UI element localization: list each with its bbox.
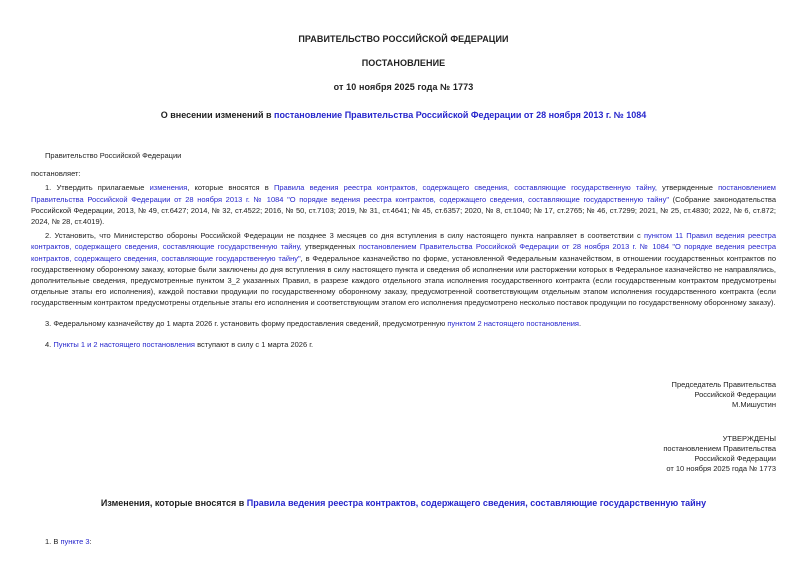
annex-heading xyxy=(31,497,776,509)
signature-line-position: Председатель Правительства xyxy=(671,380,776,390)
paragraph-3 xyxy=(31,318,776,329)
doc-link[interactable]: Пункты 1 и 2 настоящего постановления xyxy=(53,339,195,349)
preamble-line: Правительство Российской Федерации xyxy=(45,151,182,160)
text-run: Изменения, которые вносятся в xyxy=(100,498,247,509)
approval-line-doc: постановлением Правительства xyxy=(663,444,776,454)
text-run: 3. Федеральному казначейству до 1 марта 2026 г. установить форму предоставления сведений, предусмотренную xyxy=(45,318,448,328)
text-run: 1. Утвердить прилагаемые xyxy=(45,183,150,193)
text-run: (Собрание законодательства Российской Федерации, 2013, № 49, ст.6427; 2014, № 32, ст.4522; 2016, № 50, ст.7103; 2019, № 31, ст.4641; № 45, ст.6357; 2020, № 8, ст.1040; № 17, ст.2765; № 46, ст.7299; 2021, № 25, ст.4830; 2022, № 6, ст.872; 2024, № 28, ст.4019). xyxy=(31,194,777,227)
resolves-line: постановляет: xyxy=(31,169,81,179)
doc-link[interactable]: Правила ведения реестра контрактов, содержащего сведения, составляющие государственную тайну, xyxy=(273,183,657,193)
signature-line-org: Российской Федерации xyxy=(694,390,776,400)
text-run: , в Федеральное казначейство по форме, установленной Федеральным казначейством, в отношении государственных контрактов по государственному оборонному заказу, которые были заключены до дня вступления в силу настоящего пункта и сведения об исполнении или расторжении которых в Федеральное казначейство не направлялись, дополнительные сведения, предусмотренные пунктом 3_2 указанных Правил, в разрезе каждого отдельного этапа исполнения государственного контракта (если государственным контрактом предусмотрены отдельные этапы его исполнения), каждой поставки продукции по государственному оборонному заказу, предусмотренной соответствующим отдельным этапом исполнения государственного контракта (если государственным контрактом предусмотрены отдельные этапы его исполнения и соответствующим этапом его исполнения предусмотрено несколько поставок продукции по государственному оборонному заказу). xyxy=(31,253,776,308)
approval-block xyxy=(31,434,776,474)
approval-line-date: от 10 ноября 2025 года № 1773 xyxy=(666,464,776,474)
doc-link[interactable]: пунктом 2 настоящего постановления xyxy=(447,318,579,328)
header-doc-type: ПОСТАНОВЛЕНИЕ xyxy=(361,58,446,68)
text-run: : xyxy=(89,537,92,547)
signature-line-name: М.Мишустин xyxy=(732,400,776,410)
doc-link[interactable]: постановлением Правительства Российской Федерации от 28 ноября 2013 г. № 1084 "О порядке ведения реестра контрактов, содержащего сведения, составляющие государственную тайну" xyxy=(31,183,776,204)
doc-link[interactable]: постановление Правительства Российской Федерации от 28 ноября 2013 г. № 1084 xyxy=(274,110,647,120)
signature-block xyxy=(31,380,776,410)
doc-link[interactable]: пунктом 11 Правил ведения реестра контрактов, содержащего сведения, составляющие государственную тайну, xyxy=(31,231,777,252)
header-organization: ПРАВИТЕЛЬСТВО РОССИЙСКОЙ ФЕДЕРАЦИИ xyxy=(298,34,509,44)
paragraph-2 xyxy=(31,230,776,308)
text-run: 1. В xyxy=(45,537,61,547)
text-run: вступают в силу с 1 марта 2026 г. xyxy=(194,339,314,349)
text-run: , которые вносятся в xyxy=(187,183,274,193)
doc-link[interactable]: пункте 3 xyxy=(60,537,90,547)
header-date-number: от 10 ноября 2025 года № 1773 xyxy=(333,82,474,92)
annex-item-1 xyxy=(31,536,776,547)
document-title xyxy=(31,109,776,121)
doc-link[interactable]: Правила ведения реестра контрактов, содержащего сведения, составляющие государственную тайну xyxy=(246,498,707,509)
doc-link[interactable]: постановлением Правительства Российской Федерации от 28 ноября 2013 г. № 1084 "О порядке ведения реестра контрактов, содержащего сведения, составляющие государственную тайну" xyxy=(31,242,776,263)
text-run: 4. xyxy=(45,339,54,349)
approval-line-status: УТВЕРЖДЕНЫ xyxy=(722,434,776,444)
doc-link[interactable]: изменения xyxy=(149,183,188,193)
approval-line-org: Российской Федерации xyxy=(694,454,776,464)
text-run: О внесении изменений в xyxy=(160,110,275,120)
text-run: утвержденных xyxy=(301,242,359,252)
paragraph-4 xyxy=(31,339,776,350)
text-run: 2. Установить, что Министерство обороны Российской Федерации не позднее 3 месяцев со дня вступления в силу настоящего пункта направляет в соответствии с xyxy=(45,231,644,241)
text-run: . xyxy=(579,318,582,328)
paragraph-1 xyxy=(31,182,776,227)
text-run: утвержденные xyxy=(656,183,719,193)
